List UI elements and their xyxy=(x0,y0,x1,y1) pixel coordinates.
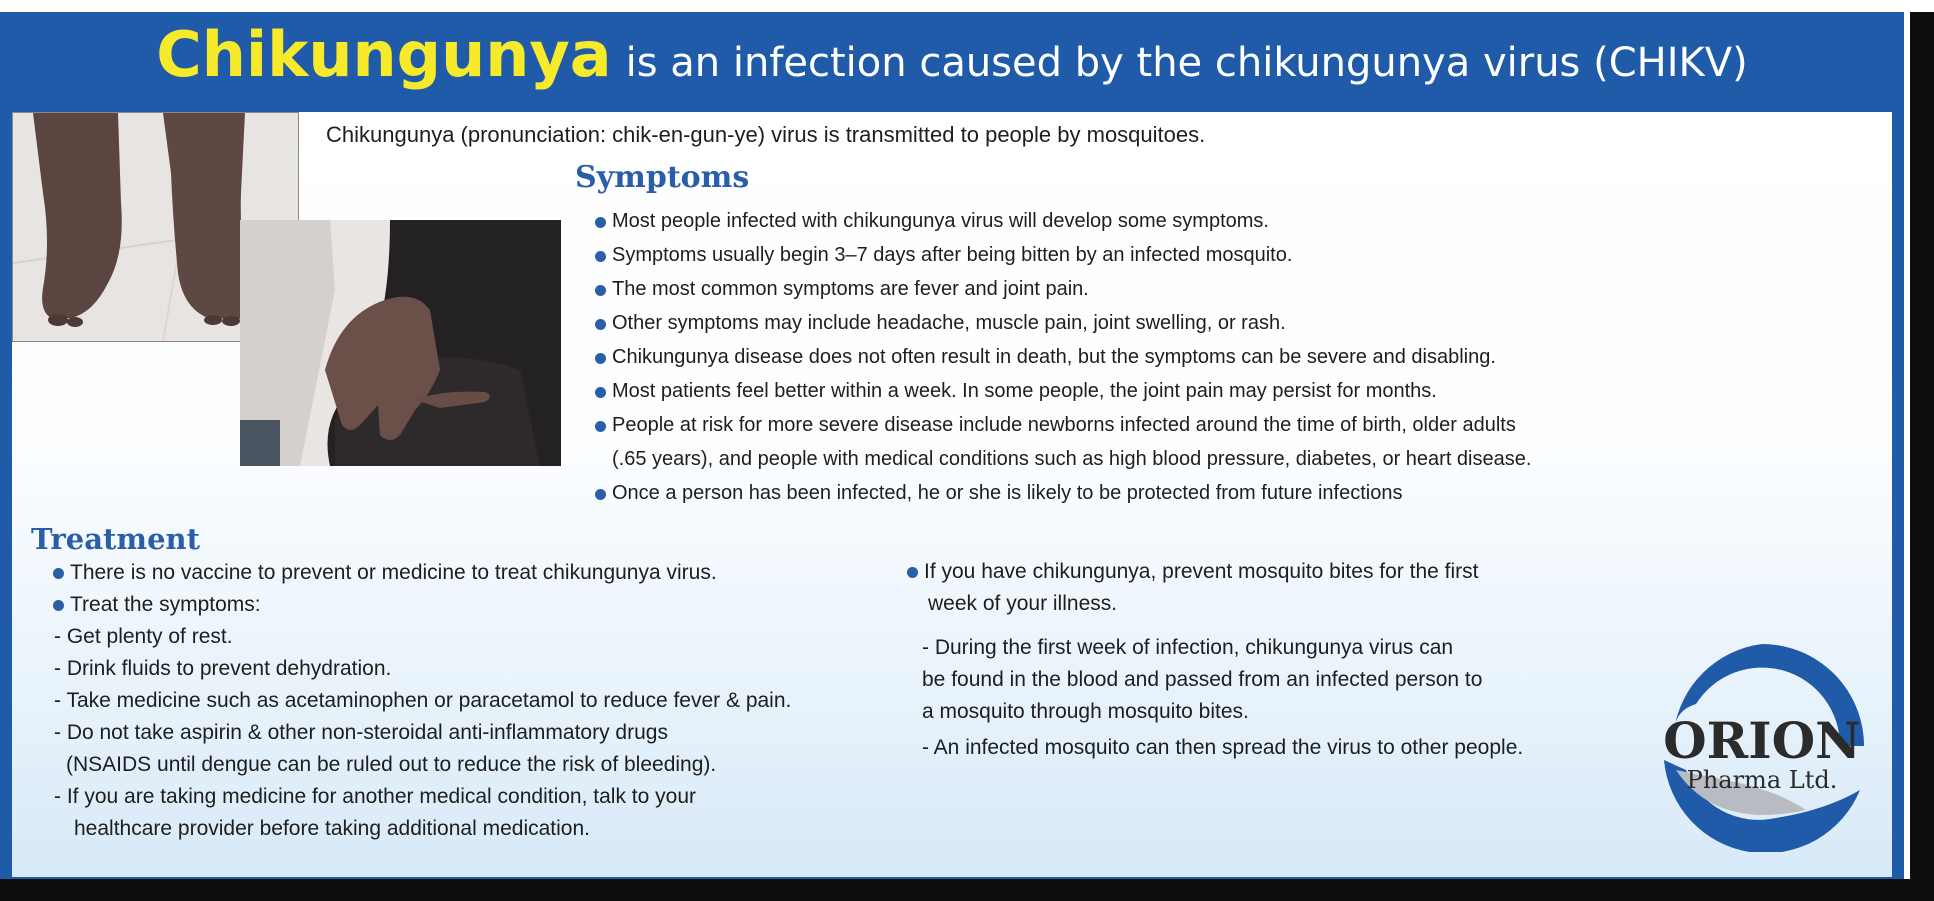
treatment-text: be found in the blood and passed from an infected person to xyxy=(922,668,1483,691)
symptom-text: Other symptoms may include headache, muscle pain, joint swelling, or rash. xyxy=(612,312,1286,334)
treatment-text: - An infected mosquito can then spread the virus to other people. xyxy=(922,736,1524,759)
symptom-text: Symptoms usually begin 3–7 days after being bitten by an infected mosquito. xyxy=(612,244,1293,266)
title-keyword: Chikungunya xyxy=(156,18,612,91)
symptom-text: The most common symptoms are fever and joint pain. xyxy=(612,278,1089,300)
list-item xyxy=(592,408,1531,476)
bullet-icon xyxy=(595,285,606,296)
symptom-text: People at risk for more severe disease include newborns infected around the time of birth, older adults xyxy=(612,414,1516,436)
treatment-text: - Drink fluids to prevent dehydration. xyxy=(54,657,392,680)
list-item xyxy=(592,272,1531,306)
treatment-text: - If you are taking medicine for another medical condition, talk to your xyxy=(54,785,696,808)
bullet-icon xyxy=(595,387,606,398)
bullet-icon xyxy=(595,489,606,500)
list-item xyxy=(592,204,1531,238)
symptom-text: Most patients feel better within a week. In some people, the joint pain may persist for months. xyxy=(612,380,1437,402)
treatment-text: - Take medicine such as acetaminophen or paracetamol to reduce fever & pain. xyxy=(54,689,792,712)
intro-text: Chikungunya (pronunciation: chik-en-gun-ye) virus is transmitted to people by mosquitoes. xyxy=(326,122,1206,147)
treatment-text: - Do not take aspirin & other non-steroidal anti-inflammatory drugs xyxy=(54,721,668,744)
treatment-text: Treat the symptoms: xyxy=(70,593,261,616)
symptom-text: Chikungunya disease does not often result in death, but the symptoms can be severe and disabling. xyxy=(612,346,1496,368)
symptom-text-continued: (.65 years), and people with medical conditions such as high blood pressure, diabetes, or heart disease. xyxy=(612,448,1532,470)
swollen-hand-photo xyxy=(240,220,561,466)
list-item xyxy=(50,589,791,621)
treatment-text: healthcare provider before taking additional medication. xyxy=(74,817,590,840)
treatment-text: (NSAIDS until dengue can be ruled out to reduce the risk of bleeding). xyxy=(66,753,717,776)
list-item xyxy=(592,476,1531,510)
symptom-text: Most people infected with chikungunya virus will develop some symptoms. xyxy=(612,210,1269,232)
list-item xyxy=(592,374,1531,408)
treatment-text: - During the first week of infection, chikungunya virus can xyxy=(922,636,1454,659)
logo-sub: Pharma Ltd. xyxy=(1686,766,1838,794)
bullet-icon xyxy=(595,217,606,228)
treatment-text: - Get plenty of rest. xyxy=(54,625,233,648)
treatment-text: If you have chikungunya, prevent mosquito bites for the first xyxy=(924,560,1479,583)
bullet-icon xyxy=(53,568,64,579)
list-item xyxy=(592,238,1531,272)
list-item xyxy=(904,556,1523,588)
bottom-dark-strip xyxy=(0,879,1934,901)
symptoms-list xyxy=(592,204,1531,510)
bullet-icon xyxy=(595,421,606,432)
bullet-icon xyxy=(595,353,606,364)
bullet-icon xyxy=(907,567,918,578)
list-item xyxy=(592,306,1531,340)
page-title xyxy=(0,18,1904,91)
logo-name: ORION xyxy=(1663,711,1861,770)
treatment-right-column xyxy=(904,556,1523,764)
symptom-text: Once a person has been infected, he or she is likely to be protected from future infections xyxy=(612,482,1403,504)
bullet-icon xyxy=(53,600,64,611)
treatment-left-column xyxy=(50,557,791,845)
treatment-text: week of your illness. xyxy=(928,592,1118,615)
orion-logo xyxy=(1656,640,1868,852)
treatment-heading: Treatment xyxy=(31,522,201,556)
right-white-edge xyxy=(1904,12,1910,879)
list-item xyxy=(592,340,1531,374)
treatment-text: There is no vaccine to prevent or medicine to treat chikungunya virus. xyxy=(70,561,717,584)
title-rest: is an infection caused by the chikungunya virus (CHIKV) xyxy=(625,40,1748,86)
bullet-icon xyxy=(595,251,606,262)
treatment-text: a mosquito through mosquito bites. xyxy=(922,700,1249,723)
bullet-icon xyxy=(595,319,606,330)
list-item xyxy=(50,557,791,589)
symptoms-heading: Symptoms xyxy=(575,160,750,195)
